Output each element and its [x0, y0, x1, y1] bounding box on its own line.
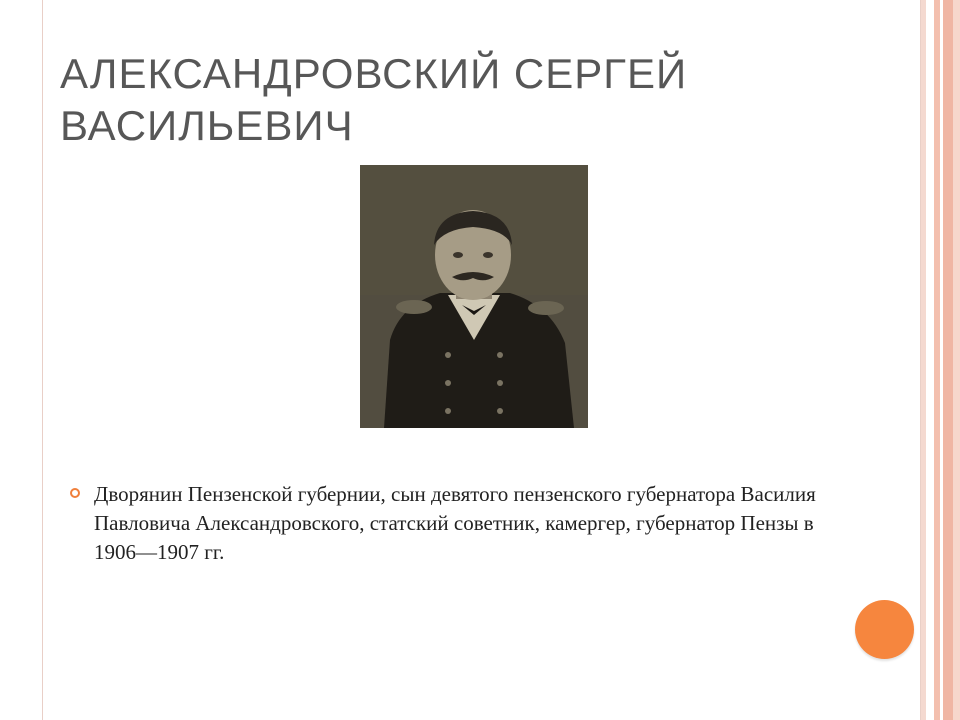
decor-stripe: [953, 0, 960, 720]
bullet-text: Дворянин Пензенской губернии, сын девятого пензенского губернатора Василия Павловича Александровского, статский советник, камергер, губернатор Пензы в 1906—1907 гг.: [94, 482, 816, 564]
slide-title: [60, 48, 900, 152]
bullet-circle-icon: [70, 488, 80, 498]
decor-circle: [855, 600, 914, 659]
title-line-2: ВАСИЛЬЕВИЧ: [60, 102, 354, 149]
decor-stripe: [926, 0, 934, 720]
decor-stripe: [943, 0, 953, 720]
portrait-image: [360, 165, 588, 428]
title-line-1: АЛЕКСАНДРОВСКИЙ СЕРГЕЙ: [60, 50, 688, 97]
portrait-photo: [360, 165, 588, 428]
